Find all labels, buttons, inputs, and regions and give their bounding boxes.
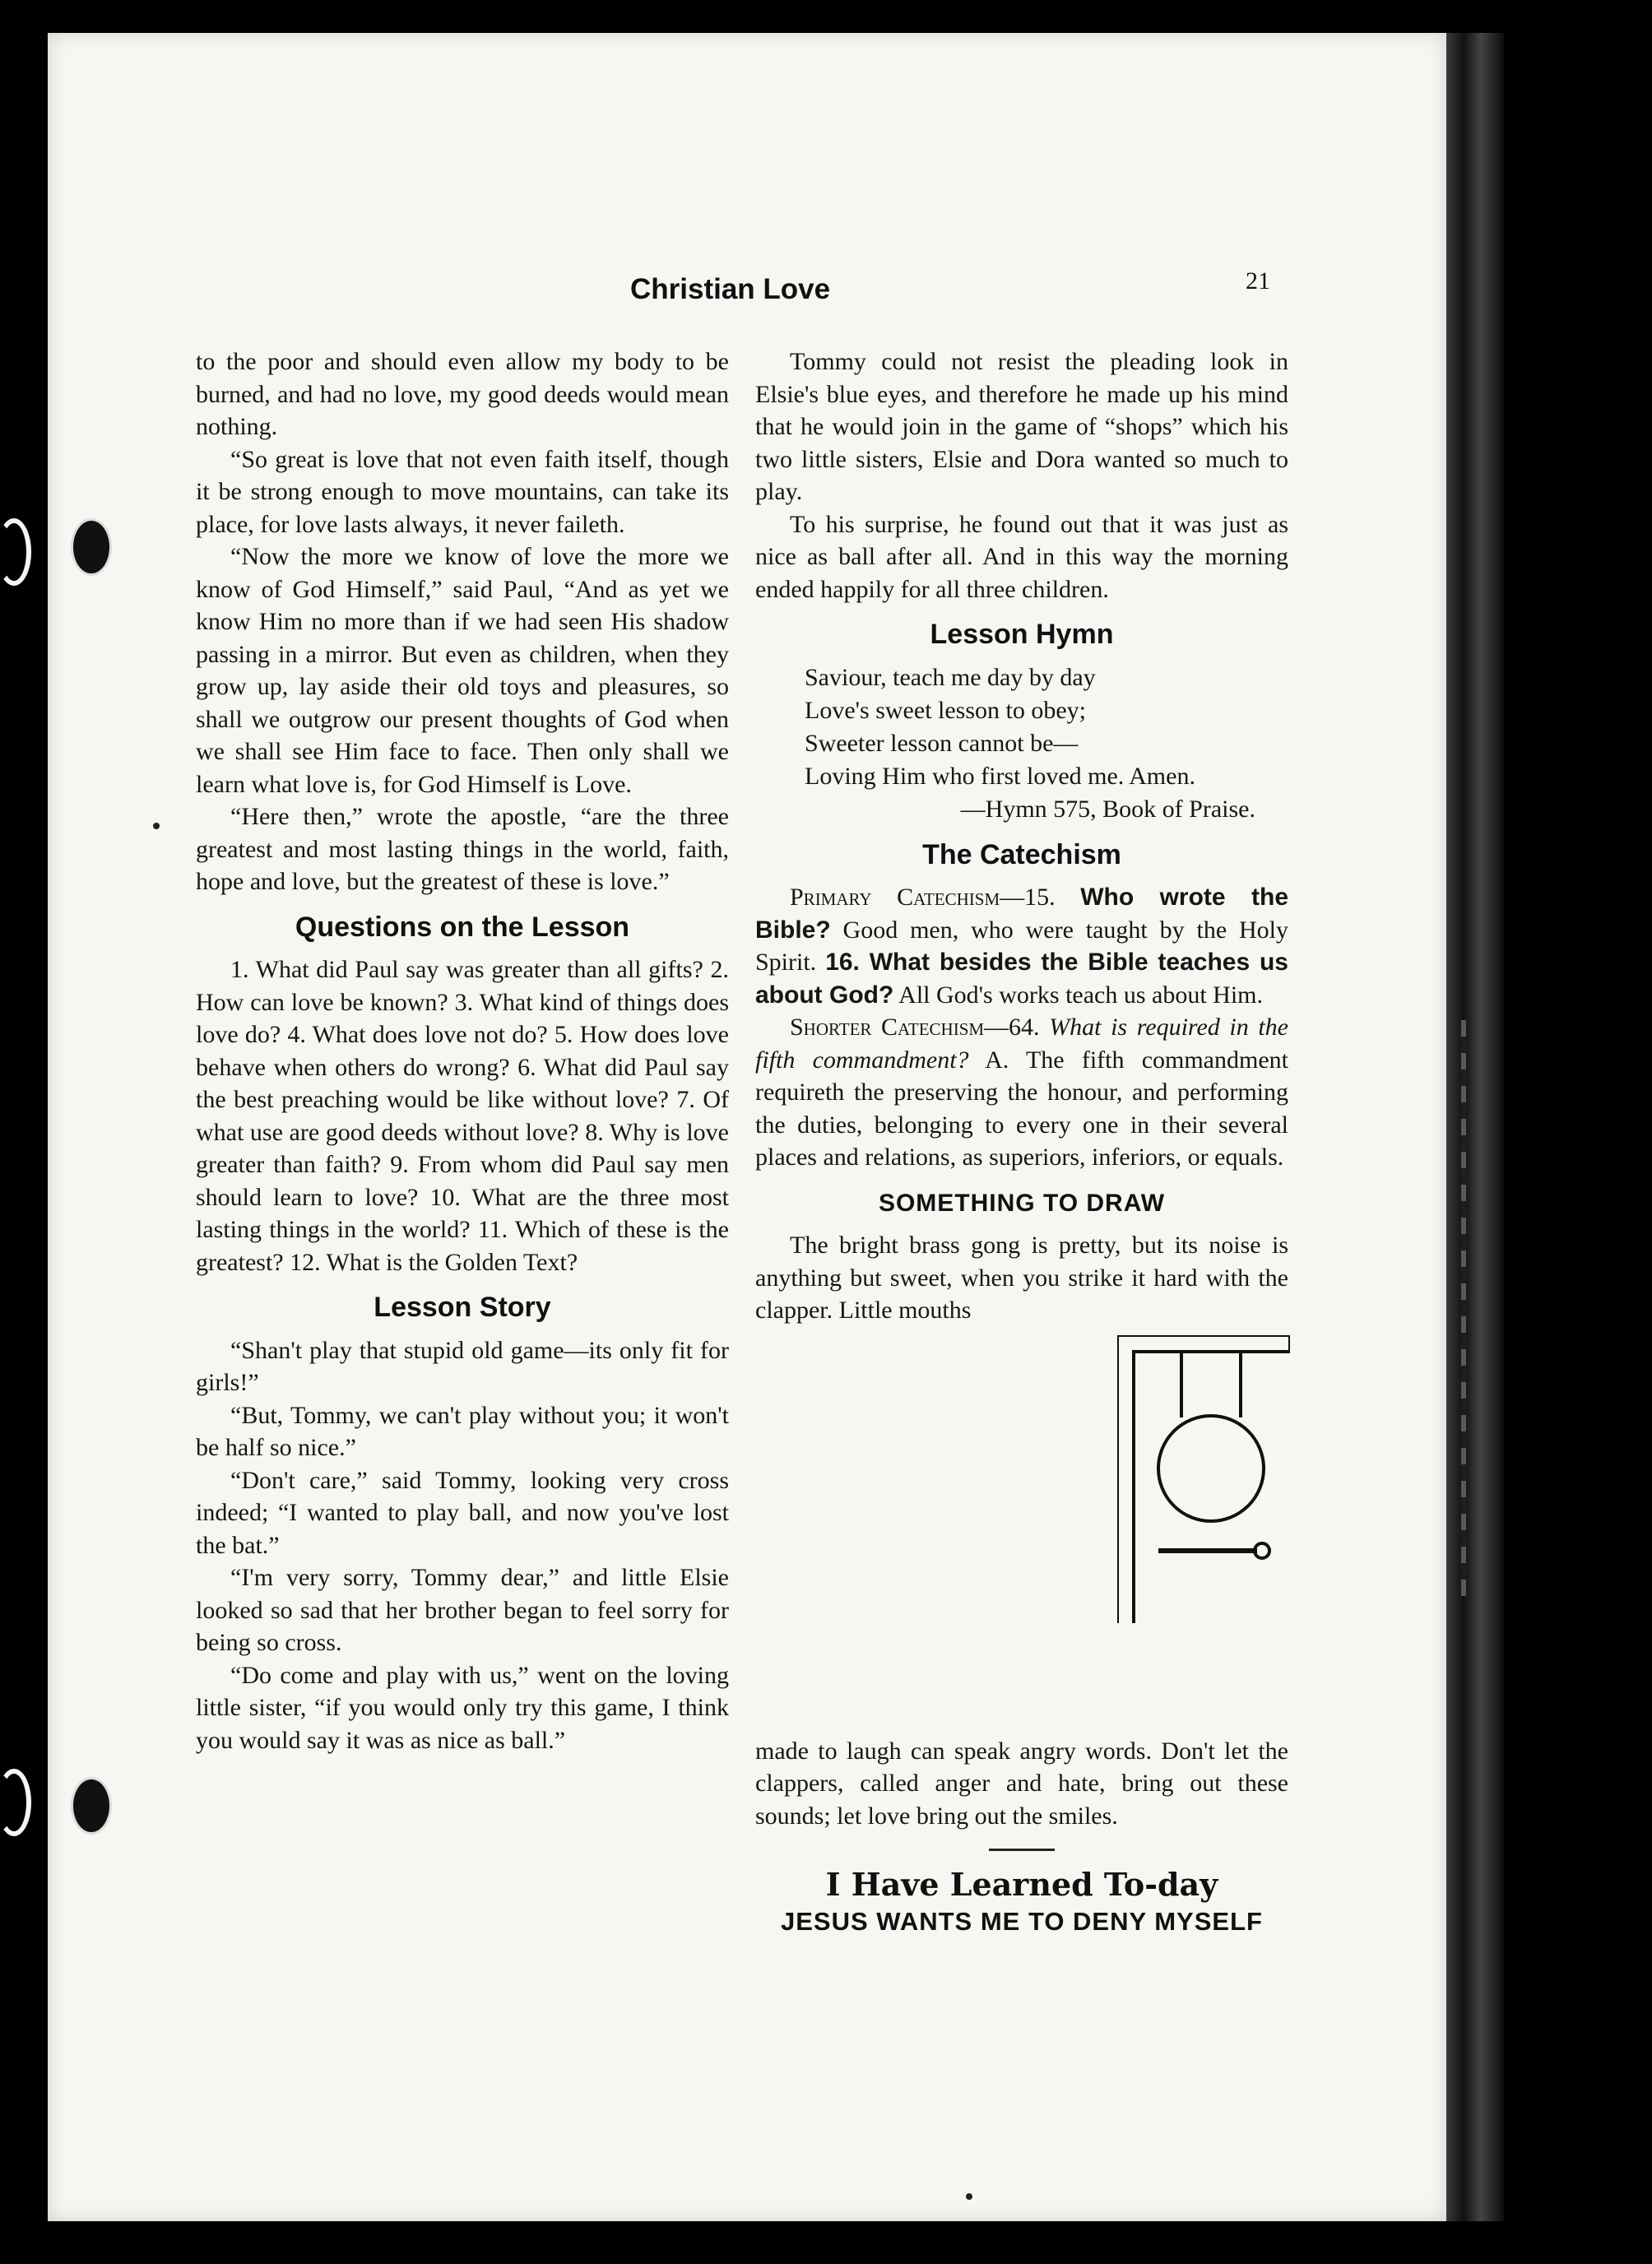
binding-edge [0, 0, 48, 2264]
draw-paragraph: made to laugh can speak angry words. Don't let the clappers, called anger and hate, bring out these sounds; let love bring out the smiles. [755, 1737, 1288, 1830]
story-heading: Lesson Story [374, 1292, 551, 1323]
story-paragraph: “Shan't play that stupid old game—its only fit for girls!” [196, 1336, 729, 1396]
story-paragraph: “Don't care,” said Tommy, looking very cross indeed; “I wanted to play ball, and now you've lost the bat.” [196, 1466, 729, 1559]
questions-heading: Questions on the Lesson [295, 911, 630, 943]
divider [989, 1849, 1055, 1851]
hymn-source: —Hymn 575, Book of Praise. [960, 795, 1255, 823]
right-column [755, 346, 1288, 1940]
paragraph: “Here then,” wrote the apostle, “are the three greatest and most lasting things in the world, faith, hope and love, but the greatest of these is love.” [196, 803, 729, 895]
gong-disc [1158, 1416, 1264, 1521]
paragraph: to the poor and should even allow my body to be burned, and had no love, my good deeds would mean nothing. [196, 348, 729, 440]
story-paragraph: “I'm very sorry, Tommy dear,” and little Elsie looked so sad that her brother began to feel sorry for being so cross. [196, 1564, 729, 1656]
primary-question-2: 16. What besides the Bible teaches us about God? [755, 949, 1288, 1009]
paragraph: “Now the more we know of love the more we know of God Himself,” said Paul, “And as yet we know Him no more than if we had seen His shadow passing in a mirror. But even as children, when they grow up, lay aside their old toys and pleasures, so shall we outgrow our present thoughts of God when we shall see Him face to face. Then only shall we learn what love is, for God Himself is Love. [196, 543, 729, 798]
shorter-catechism [755, 1011, 1288, 1174]
speck [153, 823, 160, 829]
primary-answer-2: All God's works teach us about Him. [898, 981, 1264, 1009]
speck [966, 2193, 972, 2200]
learned-title: I Have Learned To-day [825, 1866, 1218, 1903]
book-spine [1446, 33, 1504, 2221]
primary-catechism [755, 881, 1288, 1011]
draw-heading: SOMETHING TO DRAW [878, 1189, 1166, 1217]
story-paragraph: Tommy could not resist the pleading look in Elsie's blue eyes, and therefore he made up his mind that he would join in the game of “shops” which his two little sisters, Elsie and Dora wanted so much to play. [755, 348, 1288, 505]
story-paragraph: “But, Tommy, we can't play without you; it won't be half so nice.” [196, 1401, 729, 1461]
questions-paragraph: 1. What did Paul say was greater than all gifts? 2. How can love be known? 3. What kind of things does love do? 4. What does love not do? 5. How does love behave when others do wrong? 6. What did Paul say the best preaching would be like without love? 7. Of what use are good deeds without love? 8. Why is love greater than faith? 9. From whom did Paul say men should learn to love? 10. What are the three most lasting things in the world? 11. Which of these is the greatest? 12. What is the Golden Text? [196, 956, 729, 1276]
hymn-line: Saviour, teach me day by day [805, 663, 1096, 691]
hymn-verse [805, 661, 1288, 826]
gong-drawing [1117, 1335, 1290, 1623]
paragraph: “So great is love that not even faith itself, though it be strong enough to move mountains, can take its place, for love lasts always, it never faileth. [196, 445, 729, 538]
primary-label: Primary Catechism—15. [790, 884, 1056, 911]
gong-illustration [755, 1335, 1288, 1722]
binding-ring [0, 518, 31, 586]
story-paragraph: To his surprise, he found out that it was just as nice as ball after all. And in this way the morning ended happily for all three children. [755, 510, 1288, 603]
primary-question-1: Who wrote the Bible? [755, 884, 1289, 944]
hymn-line: Sweeter lesson cannot be— [805, 729, 1079, 757]
shorter-question: What is required in the fifth commandment? [755, 1014, 1288, 1074]
story-paragraph: “Do come and play with us,” went on the loving little sister, “if you would only try this game, I think you would say it was as nice as ball.” [196, 1661, 729, 1754]
spine-gilt [1461, 1020, 1466, 1596]
hymn-line: Loving Him who first loved me. Amen. [805, 762, 1195, 790]
binding-ring [0, 1769, 31, 1836]
hymn-line: Love's sweet lesson to obey; [805, 696, 1087, 724]
running-title: Christian Love [630, 273, 831, 305]
golden-text: JESUS WANTS ME TO DENY MYSELF [781, 1907, 1263, 1936]
hymn-heading: Lesson Hymn [930, 619, 1114, 650]
shorter-answer: A. The fifth commandment requireth the preserving the honour, and performing the duties, belonging to every one in their several places and relations, as superiors, inferiors, or equals. [755, 1046, 1288, 1171]
left-column [196, 346, 729, 1756]
page-number: 21 [1246, 267, 1270, 295]
punch-hole [71, 1777, 112, 1835]
punch-hole [71, 518, 112, 576]
catechism-heading: The Catechism [922, 838, 1121, 870]
draw-paragraph: The bright brass gong is pretty, but its noise is anything but sweet, when you strike it hard with the clapper. Little mouths [755, 1232, 1288, 1324]
shorter-label: Shorter Catechism—64. [790, 1014, 1040, 1041]
primary-answer-1: Good men, who were taught by the Holy Spirit. [755, 916, 1289, 976]
